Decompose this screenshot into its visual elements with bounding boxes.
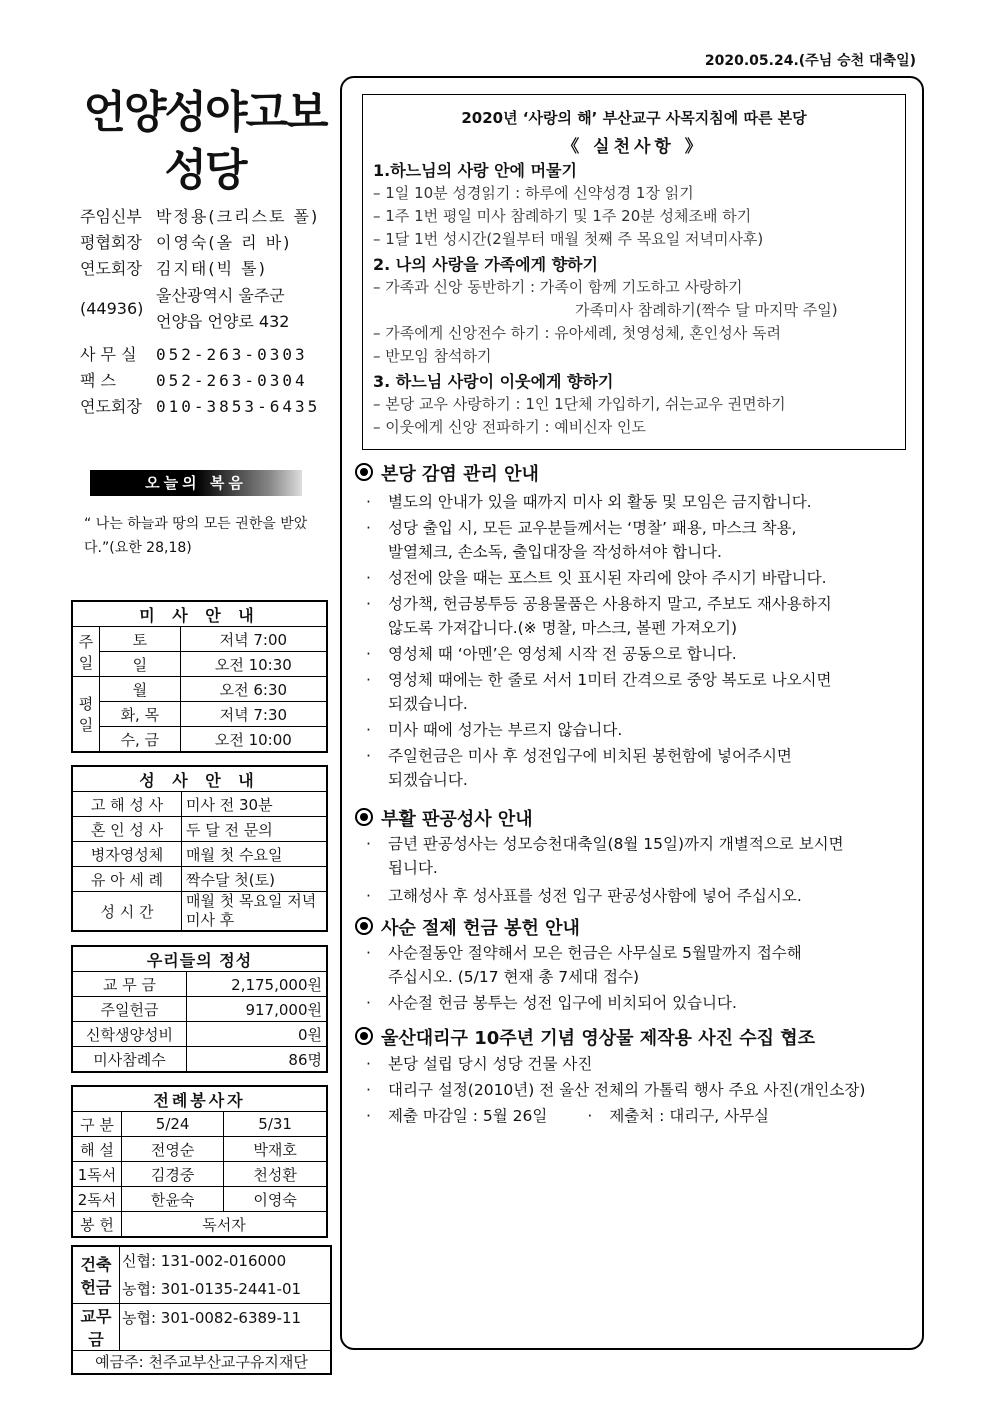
church-name	[70, 84, 340, 200]
info-row-prayer: 연도회장 김지태(빅 톨)	[80, 259, 267, 278]
photo-request-list: · 본당 설립 당시 성당 건물 사진 · 대리구 설정(2010년) 전 울산 전체의 가톨릭 행사 주요 사진(개인소장) · 제출 마감일 : 5월 26일 · 제출처 : 대리구, 사무실	[366, 1055, 866, 1125]
sacrament-table: 성 사 안 내 고 해 성 사 미사 전 30분 혼 인 성 사 두 달 전 문의 병자영성체 매월 첫 수요일 유 아 세 례 짝수달 첫(토) 성 시 간 매월 첫 목요일 저녁미사 후	[71, 765, 328, 932]
guideline-title: 2020년 ‘사랑의 해’ 부산교구 사목지침에 따른 본당	[461, 109, 807, 127]
phone-office: 사 무 실 052-263-0303	[80, 345, 308, 364]
tithe-account: 교무금 농협: 301-0082-6389-11	[73, 1304, 330, 1351]
covid-heading: 본당 감염 관리 안내	[355, 460, 539, 486]
bullet-icon	[355, 1027, 373, 1045]
guideline-subtitle: 《 실천사항 》	[562, 137, 706, 157]
bullet-icon	[355, 808, 373, 826]
bank-accounts	[71, 1245, 332, 1375]
lent-offering-heading: 사순 절제 헌금 봉헌 안내	[355, 914, 580, 940]
easter-confession-heading: 부활 판공성사 안내	[355, 805, 533, 831]
servers-title: 전례봉사자	[72, 1086, 327, 1112]
bullet-icon	[355, 917, 373, 935]
bulletin-date: 2020.05.24.(주님 승천 대축일)	[704, 53, 916, 69]
photo-request-heading: 울산대리구 10주년 기념 영상물 제작용 사진 수집 협조	[355, 1024, 815, 1050]
gospel-title: 오늘의 복음	[90, 470, 302, 496]
bullet-icon	[355, 463, 373, 481]
church-name-line2: 성당	[164, 145, 246, 196]
phone-prayer-head: 연도회장 010-3853-6435	[80, 397, 321, 416]
mass-schedule-table: 미 사 안 내 주일 토 저녁 7:00 일 오전 10:30 평일 월 오전 6:30 화, 목 저녁 7:30 수, 금 오전 10:00	[71, 600, 328, 753]
liturgy-servers-table: 전례봉사자 구 분 5/24 5/31 해 설 전영순 박재호 1독서 김경중 천성환 2독서 한윤숙 이영숙 봉 헌 독서자	[71, 1085, 328, 1238]
pastoral-guideline-box: 2020년 ‘사랑의 해’ 부산교구 사목지침에 따른 본당 《 실천사항 》 1.하느님의 사랑 안에 머물기 – 1일 10분 성경읽기 : 하루에 신약성경 1장 읽기 – 1주 1번 평일 미사 참례하기 및 1주 20분 성체조배 하기 – 1달 1번 성시간(2월부터 매월 첫째 주 목요일 저녁미사후) 2. 나의 사랑을 가족에게 향하기 – 가족과 신앙 동반하기 : 가족이 함께 기도하고 사랑하기 가족미사 참례하기(짝수 달 마지막 주일) – 가족에게 신앙전수 하기 : 유아세례, 첫영성체, 혼인성사 독려 – 반모임 참석하기 3. 하느님 사랑이 이웃에게 향하기 – 본당 교우 사랑하기 : 1인 1단체 가입하기, 쉬는교우 권면하기 – 이웃에게 신앙 전파하기 : 예비신자 인도	[362, 94, 906, 450]
church-name-line1: 언양성야고보	[83, 87, 327, 138]
building-fund-accounts: 건축헌금 신협: 131-002-016000 농협: 301-0135-2441-01	[73, 1247, 330, 1304]
phone-fax: 팩 스 052-263-0304	[80, 371, 308, 390]
mass-title: 미 사 안 내	[72, 601, 327, 627]
info-row-council: 평협회장 이영숙(올 리 바)	[80, 233, 292, 252]
weekday-label: 평일	[72, 677, 100, 753]
account-holder: 예금주: 천주교부산교구유지재단	[95, 1353, 308, 1371]
sacrament-title: 성 사 안 내	[72, 766, 327, 792]
gospel-text: “ 나는 하늘과 땅의 모든 권한을 받았다.”(요한 28,18)	[84, 516, 308, 556]
offering-table: 우리들의 정성 교 무 금 2,175,000원 주일헌금 917,000원 신학생양성비 0원 미사참례수 86명	[71, 945, 328, 1073]
address: (44936) 울산광역시 울주군 언양읍 언양로 432	[80, 286, 290, 331]
covid-list: · 별도의 안내가 있을 때까지 미사 외 활동 및 모임은 금지합니다. · 성당 출입 시, 모든 교우분들께서는 ‘명찰’ 패용, 마스크 착용, 발열체크, 손소독, 출입대장을 작성하셔야 합니다. · 성전에 앉을 때는 포스트 잇 표시된 자리에 앉아 주시기 바랍니다. · 성가책, 헌금봉투등 공용물품은 사용하지 말고, 주보도 재사용하지 않도록 가져갑니다.(※ 명찰, 마스크, 볼펜 가져오기) · 영성체 때 ‘아멘’은 영성체 시작 전 공동으로 합니다. · 영성체 때에는 한 줄로 서서 1미터 간격으로 중앙 복도로 나오시면 되겠습니다. · 미사 때에 성가는 부르지 않습니다. · 주일헌금은 미사 후 성전입구에 비치된 봉헌함에 넣어주시면 되겠습니다.	[366, 493, 832, 789]
easter-confession-list: · 금년 판공성사는 성모승천대축일(8월 15일)까지 개별적으로 보시면 됩니다. · 고해성사 후 성사표를 성전 입구 판공성사함에 넣어 주십시오.	[366, 835, 844, 905]
sunday-label: 주일	[72, 627, 100, 677]
offering-title: 우리들의 정성	[72, 946, 327, 972]
church-info	[80, 205, 325, 421]
info-row-pastor: 주임신부 박정용(크리스토 폴)	[80, 207, 320, 226]
lent-offering-list: · 사순절동안 절약해서 모은 헌금은 사무실로 5월말까지 접수해 주십시오. (5/17 현재 총 7세대 접수) · 사순절 헌금 봉투는 성전 입구에 비치되어 있습니다.	[366, 944, 802, 1012]
